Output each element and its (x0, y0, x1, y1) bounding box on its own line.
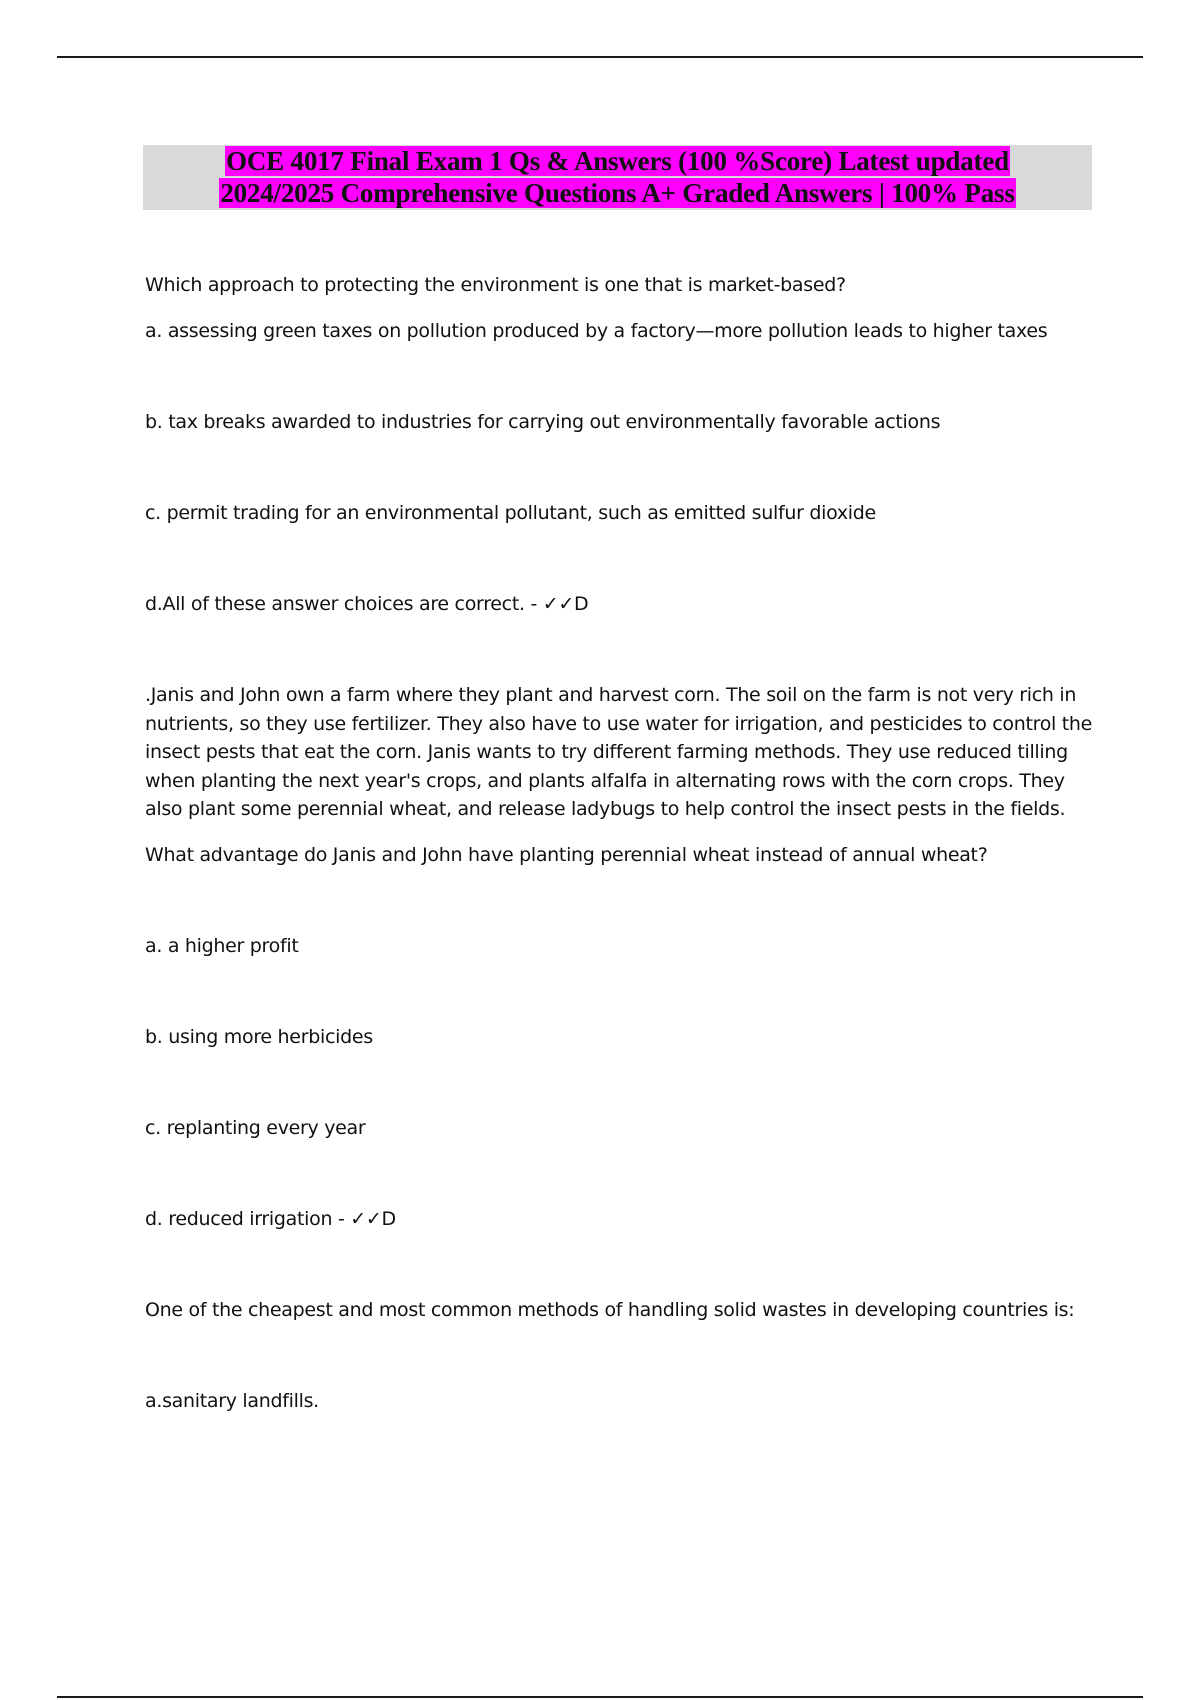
q1-option-c: c. permit trading for an environmental pollutant, such as emitted sulfur dioxide (145, 502, 876, 524)
title-line-2: 2024/2025 Comprehensive Questions A+ Graded Answers | 100% Pass (220, 178, 1015, 208)
question-1: Which approach to protecting the environment is one that is market-based? (145, 274, 846, 296)
q2-option-d: d. reduced irrigation - ✓✓D (145, 1207, 396, 1230)
q1-option-b: b. tax breaks awarded to industries for carrying out environmentally favorable actions (145, 411, 941, 433)
bottom-rule (57, 1696, 1143, 1698)
document-title (143, 145, 1092, 210)
q2-option-b: b. using more herbicides (145, 1025, 373, 1048)
document-body (145, 271, 1095, 1416)
top-rule (57, 56, 1143, 58)
question-2: What advantage do Janis and John have planting perennial wheat instead of annual wheat? (145, 843, 988, 866)
q3-option-a: a.sanitary landfills. (145, 1389, 319, 1412)
q1-option-a: a. assessing green taxes on pollution produced by a factory—more pollution leads to higher taxes (145, 320, 1048, 342)
question-2-passage: .Janis and John own a farm where they plant and harvest corn. The soil on the farm is not very rich in nutrients, so they use fertilizer. They also have to use water for irrigation, and pesticides to control the insect pests that eat the corn. Janis wants to try different farming methods. They use reduced tilling when planting the next year's crops, and plants alfalfa in alternating rows with the corn crops. They also plant some perennial wheat, and release ladybugs to help control the insect pests in the fields. (145, 684, 1093, 820)
question-3: One of the cheapest and most common methods of handling solid wastes in developing countries is: (145, 1298, 1075, 1321)
q2-option-c: c. replanting every year (145, 1116, 366, 1139)
q2-option-a: a. a higher profit (145, 934, 299, 957)
title-line-1: OCE 4017 Final Exam 1 Qs & Answers (100 %Score) Latest updated (226, 146, 1009, 176)
q1-option-d: d.All of these answer choices are correct. - ✓✓D (145, 593, 589, 615)
